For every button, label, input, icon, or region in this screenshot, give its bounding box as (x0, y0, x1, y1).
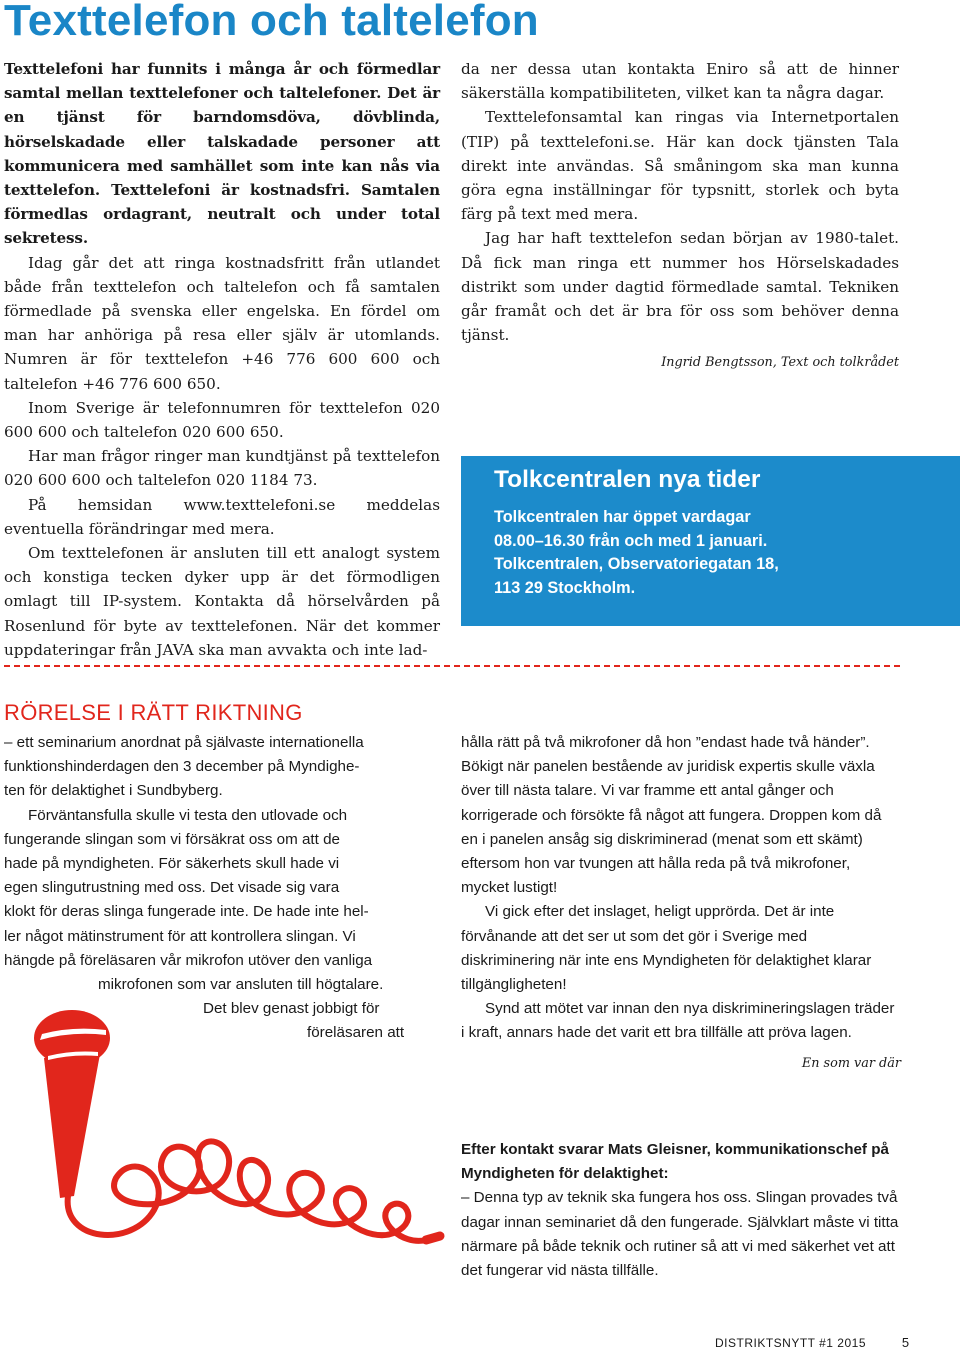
info-box-line: 113 29 Stockholm. (494, 578, 636, 597)
text-line: fungerande slingan som vi försäkrat oss om att de (4, 830, 340, 848)
text-line: – ett seminarium anordnat på självaste internationella (4, 734, 364, 751)
text-line: ten för delaktighet i Sundbyberg. (4, 782, 223, 800)
article-paragraph: På hemsidan www.texttelefoni.se meddelas eventuella förändringar med mera. (4, 495, 440, 538)
article-paragraph: Texttelefonsamtal kan ringas via Internetportalen (TIP) på texttelefoni.se. Här kan dock tjänsten Tala direkt inte användas. Så småningom ska man kunna göra egna inställningar för typsnitt, storlek och byta färg på text med mera. (461, 108, 899, 224)
info-box (461, 456, 960, 626)
text-line: mikrofonen som var ansluten till högtalare. (98, 976, 384, 994)
text-line: hade på myndigheten. För säkerhets skull hade vi (4, 855, 340, 873)
text-line: klokt för deras slinga fungerade inte. De hade inte hel- (4, 903, 369, 921)
text-line: egen slingutrustning med oss. Det visade sig vara (4, 879, 340, 897)
article-paragraph: Vi gick efter det inslaget, heligt upprörda. Det är inte förvånande att det ser ut som det gör i Sverige med diskriminering när inte ens Myndigheten för delaktighet klarar tillgängligheten! (461, 903, 872, 994)
article-column-left-bottom (4, 731, 444, 1046)
reply-section (461, 1138, 901, 1283)
article-paragraph: Inom Sverige är telefonnumren för texttelefon 020 600 600 och taltelefon 020 600 650. (4, 398, 440, 442)
text-line: funktionshinderdagen den 3 december på Myndighe- (4, 758, 360, 776)
article-paragraph: Har man frågor ringer man kundtjänst på texttelefon 020 600 600 och taltelefon 020 1184 73. (4, 447, 440, 490)
article-paragraph: da ner dessa utan kontakta Eniro så att de hinner säkerställa kompatibiliteten, vilket kan ta några dagar. (461, 60, 899, 103)
page-number: 5 (901, 1335, 910, 1350)
text-line: ler något mätinstrument för att kontrollera slingan. Vi (4, 927, 356, 945)
author-signature: Ingrid Bengtsson, Text och tolkrådet (661, 355, 899, 371)
article-column-right-bottom (461, 731, 901, 1076)
reply-heading: Efter kontakt svarar Mats Gleisner, kommunikationschef på Myndigheten för delaktighet: (461, 1141, 889, 1183)
text-line: hängde på föreläsaren vår mikrofon utöver den vanliga (4, 951, 373, 969)
article-paragraph: Om texttelefonen är ansluten till ett analogt system och konstiga tecken dyker upp är det förmodligen omlagt till IP-system. Kontakta då hörselvården på Rosenlund för byte av texttelefonen. När det kommer uppdateringar från JAVA ska man avvakta och inte lad- (4, 544, 440, 659)
page-footer (715, 1335, 910, 1350)
info-box-heading: Tolkcentralen nya tider (494, 466, 761, 493)
article-paragraph: hålla rätt på två mikrofoner då hon ”endast hade två händer”. Bökigt när panelen bestående av juridisk expertis skulle växla över till nästa talare. Vi var framme ett antal gånger och korrigerade och försökte få något att fungera. Droppen kom då en i panelen ansåg sig diskriminerad (menat som ett skämt) eftersom hon var tvungen att hålla reda på två mikrofoner, mycket lustigt! (461, 734, 882, 897)
info-box-line: Tolkcentralen har öppet vardagar (494, 508, 751, 526)
article-lead: Texttelefoni har funnits i många år och förmedlar samtal mellan texttelefoner och taltelefoner. Det är en tjänst för barndomsdöva, dövblinda, hörselskadade eller talskadade personer att kommunicera med samhället som inte kan nås via texttelefon. Texttelefoni är kostnadsfri. Samtalen förmedlas ordagrant, neutralt och under total sekretess. (4, 60, 440, 248)
article-paragraph (4, 731, 444, 804)
info-box-line: Tolkcentralen, Observatoriegatan 18, (494, 555, 779, 573)
article-paragraph: Jag har haft texttelefon sedan början av 1980-talet. Då fick man ringa ett nummer hos Hörselskadades distrikt som under dagtid förmedlade samtal. Tekniken går framåt och det är bra för oss som behöver denna tjänst. (461, 229, 899, 345)
text-line: Det blev genast jobbigt för (203, 1000, 380, 1018)
page-title: Texttelefon och taltelefon (4, 0, 539, 45)
section-heading: RÖRELSE I RÄTT RIKTNING (4, 700, 303, 725)
article-column-right (461, 57, 899, 376)
info-box-line: 08.00–16.30 från och med 1 januari. (494, 531, 768, 550)
text-line: föreläsaren att (307, 1024, 405, 1042)
section-divider (4, 665, 900, 667)
info-box-text (494, 506, 779, 600)
article-column-left (4, 57, 440, 662)
publication-name: DISTRIKTSNYTT #1 2015 (715, 1336, 866, 1350)
article-paragraph: Synd att mötet var innan den nya diskrimineringslagen träder i kraft, annars hade det varit ett bra tillfälle att pröva lagen. (461, 1000, 895, 1042)
article-paragraph: Idag går det att ringa kostnadsfritt från utlandet både från texttelefon och taltelefon och få samtalen förmedlade på svenska eller engelska. En fördel om man har anhöriga på resa eller själv är utomlands. Numren är för texttelefon +46 776 600 600 och taltelefon +46 776 600 650. (4, 253, 440, 393)
author-signature: En som var där (801, 1055, 901, 1071)
text-line: Förväntansfulla skulle vi testa den utlovade och (28, 806, 348, 824)
reply-body: – Denna typ av teknik ska fungera hos oss. Slingan provades två dagar innan seminariet då den fungerade. Självklart måste vi titta närmare på både teknik och rutiner så att vi med säkerhet vet att det fungerar vid nästa tillfälle. (461, 1189, 899, 1280)
microphone-icon (22, 1010, 452, 1260)
